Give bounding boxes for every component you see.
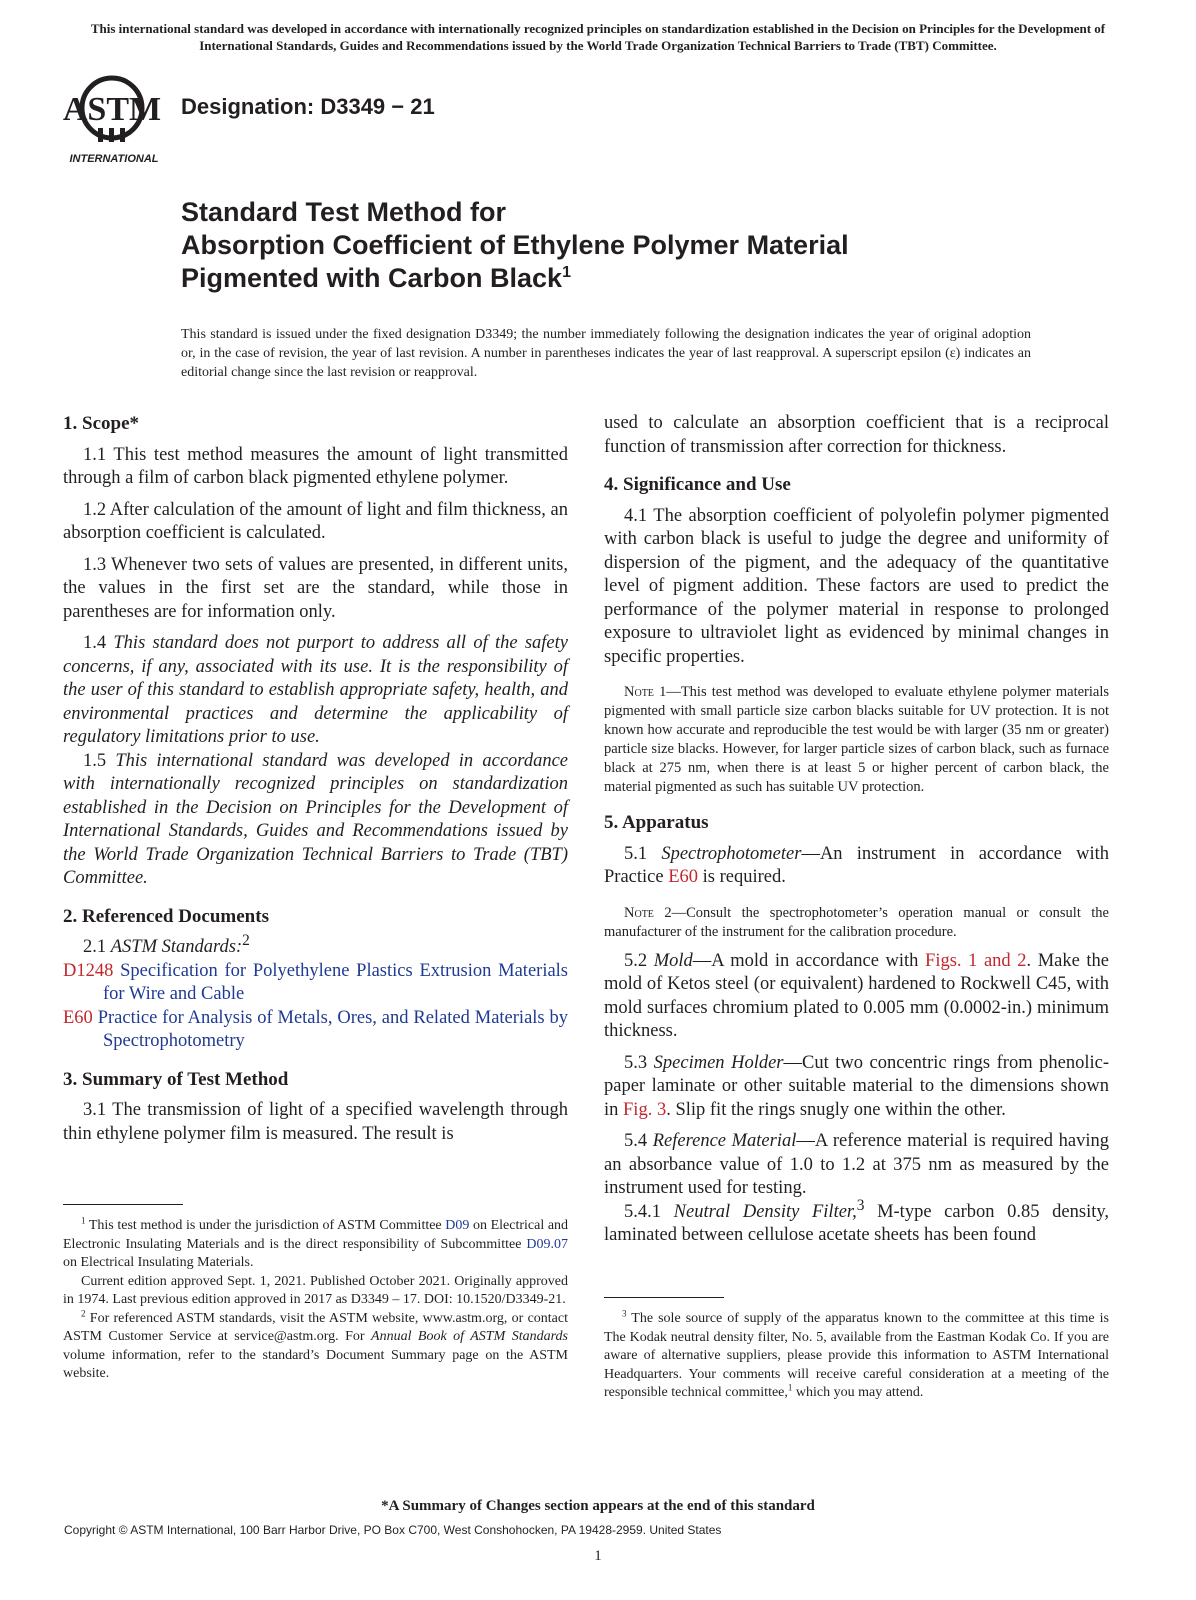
summary-of-changes-note: *A Summary of Changes section appears at the end of this standard bbox=[381, 1498, 815, 1514]
right-footnotes bbox=[604, 1297, 1109, 1403]
title-line-1: Standard Test Method for bbox=[181, 197, 507, 227]
footnote-mark-2[interactable]: 2 bbox=[242, 931, 250, 949]
para-2-1: 2.1 ASTM Standards:$^2$ bbox=[83, 931, 250, 957]
link-d09[interactable]: D09 bbox=[445, 1218, 470, 1233]
footnote-mark-3[interactable]: 3 bbox=[856, 1196, 865, 1214]
para-5-2: 5.2 Mold—A mold in accordance with Figs. 1 and 2. Make the mold of Ketos steel (or equivalent) hardened to Rockwell C45, with mold surfaces chromium plated to 0.005 mm (0.0002-in.) minimum thickness. bbox=[604, 950, 1110, 1041]
designation: Designation: D3349 − 21 bbox=[181, 94, 435, 119]
para-5-3: 5.3 Specimen Holder—Cut two concentric rings from phenolic-paper laminate or other suitable material to the dimensions shown in Fig. 3. Slip fit the rings snugly one within the other. bbox=[604, 1052, 1110, 1120]
ref-link-d1248[interactable]: D1248 bbox=[63, 960, 114, 981]
page-number: 1 bbox=[594, 1548, 602, 1564]
reference-e60 bbox=[63, 1007, 568, 1054]
section-4-heading: 4. Significance and Use bbox=[604, 474, 791, 495]
para-1-4: 1.4 This standard does not purport to address all of the safety concerns, if any, associated with its use. It is the responsibility of the user of this standard to establish appropriate safety, health, and environmental practices and determine the applicability of regulatory limitations prior to use. bbox=[63, 633, 568, 747]
para-5-4: 5.4 Reference Material—A reference material is required having an absorbance value of 1.0 to 1.2 at 375 nm as measured by the instrument used for testing. bbox=[604, 1131, 1109, 1198]
reference-d1248 bbox=[63, 960, 568, 1007]
para-5-4-1: 5.4.1 Neutral Density Filter,$^3$ M-type carbon 0.85 density, laminated between cellulose acetate sheets has been found bbox=[604, 1196, 1110, 1245]
section-3-heading: 3. Summary of Test Method bbox=[63, 1068, 289, 1090]
link-e60[interactable]: E60 bbox=[668, 867, 699, 887]
left-column bbox=[63, 412, 568, 1146]
note-1: Note 1—This test method was developed to evaluate ethylene polymer materials pigmented with small particle size carbon blacks suitable for UV protection. It is not known how accurate and reproducible the test would be with larger (35 nm or greater) particle size blacks. However, for larger particle sizes of carbon black, such as furnace black at 275 nm, when there is at least 5 or higher percent of carbon black, the material pigmented as such has suitable UV protection. bbox=[604, 684, 1109, 795]
header-note: This international standard was developed in accordance with internationally recognized principles on standardization established in the Decision on Principles for the Development of International Standards, Guides and Recommendations issued by the World Trade Organization Technical Barriers to Trade (TBT) Committee. bbox=[90, 21, 1106, 53]
para-1-2: 1.2 After calculation of the amount of light and film thickness, an absorption coefficient is calculated. bbox=[63, 499, 568, 543]
link-d09-07[interactable]: D09.07 bbox=[526, 1236, 569, 1252]
para-4-1: 4.1 The absorption coefficient of polyolefin polymer pigmented with carbon black is useful to judge the degree and uniformity of dispersion of the pigment, and the adequacy of the quantitative level of pigment addition. These factors are used to predict the performance of the polymer material in response to prolonged exposure to ultraviolet light as evidenced by minimal changes in specific properties. bbox=[604, 505, 1109, 667]
para-1-5: 1.5 This international standard was developed in accordance with internationally recognized principles on standardization established in the Decision on Principles for the Development of International Standards, Guides and Recommendations issued by the World Trade Organization Technical Barriers to Trade (TBT) Committee. bbox=[63, 750, 568, 888]
svg-text:ASTM: ASTM bbox=[62, 91, 162, 128]
right-column bbox=[604, 412, 1109, 1248]
para-1-1: 1.1 This test method measures the amount of light transmitted through a film of carbon black pigmented ethylene polymer. bbox=[63, 444, 568, 488]
section-5-heading: 5. Apparatus bbox=[604, 812, 709, 833]
title-line-3: Pigmented with Carbon Black$^1$ bbox=[181, 263, 571, 293]
footnote-2: $^2$ For referenced ASTM standards, visit the ASTM website, www.astm.org, or contact ASTM Customer Service at service@astm.org. For Annual Book of ASTM Standards volume information, refer to the standard’s Document Summary page on the ASTM website. bbox=[63, 1307, 568, 1381]
svg-text:INTERNATIONAL: INTERNATIONAL bbox=[69, 153, 159, 165]
link-fig-3[interactable]: Fig. 3 bbox=[623, 1099, 667, 1120]
footnote-1: $^1$ This test method is under the jurisdiction of ASTM Committee D09 on Electrical and Electronic Insulating Materials and is the direct responsibility of Subcommittee D09.07 on Electrical Insulating Materials. bbox=[63, 1215, 569, 1270]
note-2: Note 2—Consult the spectrophotometer’s operation manual or consult the manufacturer of the instrument for the calibration procedure. bbox=[604, 904, 1109, 940]
section-1-heading: 1. Scope* bbox=[63, 413, 139, 434]
footnote-3: $^3$ The sole source of supply of the apparatus known to the committee at this time is The Kodak neutral density filter, No. 5, available from the Eastman Kodak Co. If you are aware of alternative suppliers, please provide this information to ASTM International Headquarters. Your comments will receive careful consideration at a meeting of the responsible technical committee,$^1$ which you may attend. bbox=[604, 1308, 1109, 1400]
para-1-3: 1.3 Whenever two sets of values are presented, in different units, the values in the first set are the standard, while those in parentheses are for information only. bbox=[63, 554, 568, 622]
title-footnote-mark[interactable]: 1 bbox=[562, 264, 571, 281]
footnote-1-edition: Current edition approved Sept. 1, 2021. Published October 2021. Originally approved in 1974. Last previous edition approved in 2017 as D3349 – 17. DOI: 10.1520/D3349-21. bbox=[63, 1273, 568, 1307]
title-line-2: Absorption Coefficient of Ethylene Polymer Material bbox=[181, 230, 849, 260]
astm-logo bbox=[62, 70, 166, 166]
left-footnotes bbox=[63, 1204, 568, 1384]
ref-link-e60[interactable]: E60 bbox=[63, 1007, 93, 1028]
para-3-1: 3.1 The transmission of light of a specified wavelength through thin ethylene polymer film is measured. The result is bbox=[63, 1100, 568, 1144]
issue-statement: This standard is issued under the fixed designation D3349; the number immediately following the designation indicates the year of original adoption or, in the case of revision, the year of last revision. A number in parentheses indicates the year of last reapproval. A superscript epsilon (ε) indicates an editorial change since the last revision or reapproval. bbox=[181, 327, 1031, 380]
copyright: Copyright © ASTM International, 100 Barr Harbor Drive, PO Box C700, West Conshohocken, PA 19428-2959. United States bbox=[64, 1523, 722, 1537]
section-2-heading: 2. Referenced Documents bbox=[63, 905, 269, 927]
para-5-1: 5.1 Spectrophotometer—An instrument in accordance with Practice E60 is required. bbox=[604, 843, 1109, 887]
ref-title-d1248[interactable]: Specification for Polyethylene Plastics Extrusion Materials for Wire and Cable bbox=[103, 960, 569, 1004]
document-title bbox=[181, 196, 849, 295]
para-3-1-continued: used to calculate an absorption coefficient that is a reciprocal function of transmission after correction for thickness. bbox=[604, 413, 1109, 457]
link-figs-1-2[interactable]: Figs. 1 and 2 bbox=[925, 950, 1027, 971]
ref-title-e60[interactable]: Practice for Analysis of Metals, Ores, and Related Materials by Spectrophotometry bbox=[97, 1007, 569, 1051]
